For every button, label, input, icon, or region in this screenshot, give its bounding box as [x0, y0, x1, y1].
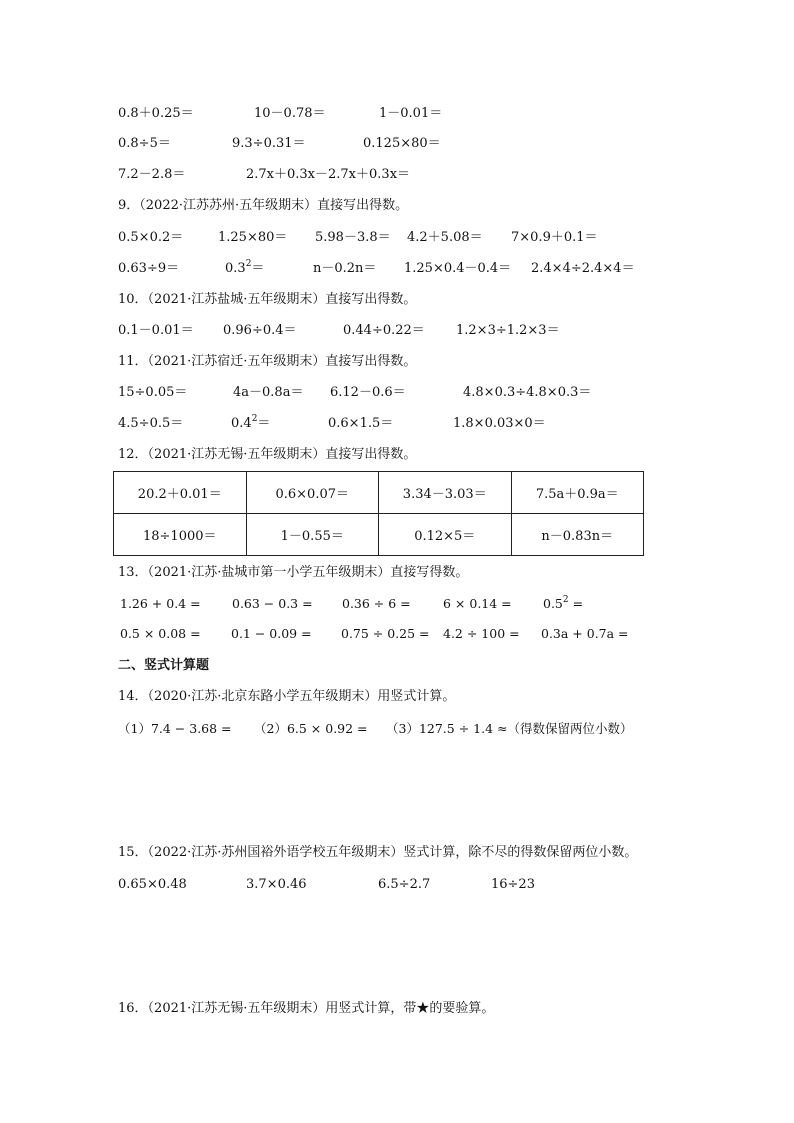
table-cell: 1－0.55＝ — [246, 514, 379, 556]
problem: （1）7.4 − 3.68 = — [118, 721, 232, 736]
problem: 4.5÷0.5＝ — [118, 416, 184, 431]
problem: 0.1 − 0.09 = — [231, 626, 312, 641]
problem: 16÷23 — [491, 877, 535, 892]
question-title: 15．（2022·江苏·苏州国裕外语学校五年级期末）竖式计算，除不尽的得数保留两位小数。 — [118, 845, 638, 860]
problem: 4a－0.8a＝ — [233, 385, 304, 400]
problem: 4.2＋5.08＝ — [407, 230, 483, 245]
section-heading: 二、竖式计算题 — [118, 658, 210, 673]
problem: 4.8×0.3÷4.8×0.3＝ — [463, 385, 592, 400]
problem: 15÷0.05＝ — [118, 385, 188, 400]
problem: 9.3÷0.31＝ — [232, 136, 306, 151]
question-title: 11．（2021·江苏宿迁·五年级期末）直接写出得数。 — [118, 354, 417, 369]
problem-power: $0.5^2$ = — [543, 595, 584, 611]
problem: 0.8＋0.25＝ — [118, 106, 194, 121]
problem: n－0.2n＝ — [313, 261, 377, 276]
table-cell: 0.6×0.07＝ — [246, 472, 379, 514]
problem: 5.98－3.8＝ — [315, 230, 391, 245]
problem: （3）127.5 ÷ 1.4 ≈（得数保留两位小数） — [386, 721, 633, 736]
answer-table — [113, 471, 644, 556]
problem: 7×0.9＋0.1＝ — [511, 230, 598, 245]
problem: 0.5 × 0.08 = — [120, 626, 201, 641]
problem: 0.44÷0.22＝ — [343, 323, 425, 338]
problem: 10－0.78＝ — [254, 106, 326, 121]
problem-power: $0.3^2=$ — [225, 259, 265, 276]
question-title: 16．（2021·江苏无锡·五年级期末）用竖式计算，带★的要验算。 — [118, 1001, 495, 1016]
problem: 2.7x＋0.3x－2.7x＋0.3x＝ — [246, 167, 411, 182]
problem: （2）6.5 × 0.92 = — [254, 721, 368, 736]
question-title: 13．（2021·江苏·盐城市第一小学五年级期末）直接写得数。 — [118, 565, 469, 580]
problem: 0.36 ÷ 6 = — [342, 596, 411, 611]
problem: 6.5÷2.7 — [378, 877, 431, 892]
table-cell: n－0.83n＝ — [511, 514, 644, 556]
table-row — [114, 472, 644, 514]
table-cell: 18÷1000＝ — [114, 514, 247, 556]
problem: 1.25×0.4－0.4＝ — [404, 261, 512, 276]
problem: 0.8÷5＝ — [118, 136, 171, 151]
problem: 3.7×0.46 — [246, 877, 307, 892]
problem: 4.2 ÷ 100 = — [443, 626, 520, 641]
question-title: 9．（2022·江苏苏州·五年级期末）直接写出得数。 — [118, 198, 409, 213]
problem: 1.25×80＝ — [218, 230, 288, 245]
question-title: 12．（2021·江苏无锡·五年级期末）直接写出得数。 — [118, 447, 417, 462]
problem: 0.5×0.2＝ — [118, 230, 184, 245]
problem: 0.65×0.48 — [118, 877, 187, 892]
problem: 0.1－0.01＝ — [118, 323, 194, 338]
problem: 2.4×4÷2.4×4＝ — [531, 261, 635, 276]
problem: 6 × 0.14 = — [443, 596, 512, 611]
problem: 1.2×3÷1.2×3＝ — [456, 323, 560, 338]
problem: 0.75 ÷ 0.25 = — [341, 626, 430, 641]
problem: 0.3a + 0.7a = — [541, 626, 629, 641]
problem: 1.8×0.03×0＝ — [453, 416, 546, 431]
table-cell: 7.5a＋0.9a＝ — [511, 472, 644, 514]
problem: 1－0.01＝ — [379, 106, 443, 121]
problem: 7.2－2.8＝ — [118, 167, 186, 182]
problem: 0.125×80＝ — [363, 136, 441, 151]
problem: 1.26 + 0.4 = — [120, 596, 201, 611]
problem: 0.6×1.5＝ — [328, 416, 394, 431]
question-title: 14．（2020·江苏·北京东路小学五年级期末）用竖式计算。 — [118, 689, 456, 704]
problem: 6.12－0.6＝ — [330, 385, 406, 400]
problem-power: $0.4^2=$ — [231, 414, 271, 431]
table-cell: 0.12×5＝ — [379, 514, 512, 556]
problem: 0.63 − 0.3 = — [232, 596, 313, 611]
table-cell: 3.34－3.03＝ — [379, 472, 512, 514]
question-title: 10．（2021·江苏盐城·五年级期末）直接写出得数。 — [118, 292, 417, 307]
problem: 0.63÷9＝ — [118, 261, 180, 276]
problem: 0.96÷0.4＝ — [223, 323, 297, 338]
table-cell: 20.2＋0.01＝ — [114, 472, 247, 514]
table-row — [114, 514, 644, 556]
